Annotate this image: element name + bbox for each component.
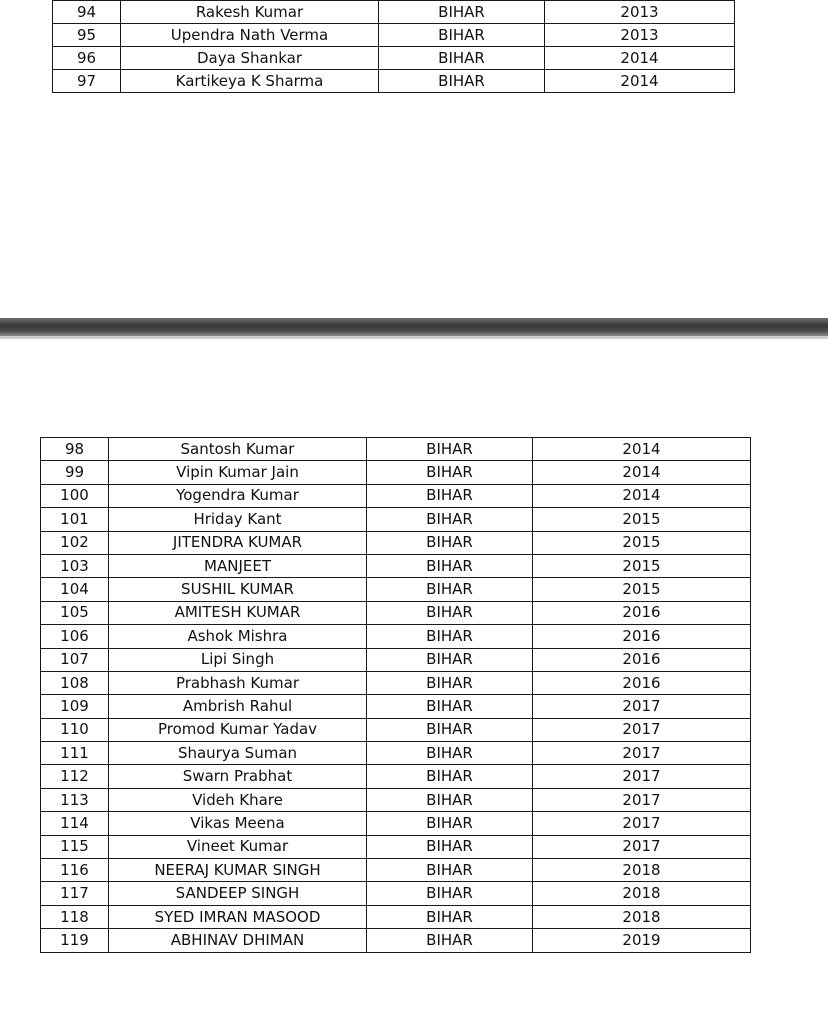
serial-number-cell: 110 (41, 718, 109, 741)
table-body-bottom (41, 438, 751, 953)
officer-name-cell: Hriday Kant (109, 508, 367, 531)
serial-number-cell: 99 (41, 461, 109, 484)
officer-table-bottom (40, 437, 751, 953)
page-separator (0, 318, 828, 336)
year-cell: 2014 (533, 438, 751, 461)
officer-name-cell: SUSHIL KUMAR (109, 578, 367, 601)
officer-name-cell: MANJEET (109, 554, 367, 577)
state-cell: BIHAR (367, 671, 533, 694)
year-cell: 2017 (533, 742, 751, 765)
year-cell: 2016 (533, 625, 751, 648)
table-row (41, 531, 751, 554)
serial-number-cell: 118 (41, 905, 109, 928)
year-cell: 2016 (533, 671, 751, 694)
state-cell: BIHAR (367, 859, 533, 882)
officer-name-cell: SANDEEP SINGH (109, 882, 367, 905)
state-cell: BIHAR (367, 625, 533, 648)
officer-name-cell: JITENDRA KUMAR (109, 531, 367, 554)
table-row (53, 1, 735, 24)
table-row (53, 24, 735, 47)
year-cell: 2019 (533, 929, 751, 952)
serial-number-cell: 105 (41, 601, 109, 624)
officer-name-cell: ABHINAV DHIMAN (109, 929, 367, 952)
serial-number-cell: 100 (41, 484, 109, 507)
serial-number-cell: 94 (53, 1, 121, 24)
table-row (41, 648, 751, 671)
year-cell: 2017 (533, 788, 751, 811)
page-separator-shadow (0, 336, 828, 339)
table-row (41, 859, 751, 882)
year-cell: 2017 (533, 765, 751, 788)
year-cell: 2014 (533, 484, 751, 507)
table-row (41, 601, 751, 624)
serial-number-cell: 108 (41, 671, 109, 694)
state-cell: BIHAR (367, 765, 533, 788)
state-cell: BIHAR (367, 882, 533, 905)
officer-table-top (52, 0, 735, 93)
table-row (53, 47, 735, 70)
table-row (41, 508, 751, 531)
serial-number-cell: 102 (41, 531, 109, 554)
state-cell: BIHAR (367, 484, 533, 507)
table-row (41, 882, 751, 905)
officer-name-cell: Videh Khare (109, 788, 367, 811)
serial-number-cell: 116 (41, 859, 109, 882)
table-row (41, 695, 751, 718)
state-cell: BIHAR (367, 742, 533, 765)
year-cell: 2017 (533, 835, 751, 858)
state-cell: BIHAR (367, 554, 533, 577)
table-row (41, 578, 751, 601)
year-cell: 2017 (533, 812, 751, 835)
state-cell: BIHAR (367, 578, 533, 601)
state-cell: BIHAR (367, 835, 533, 858)
year-cell: 2013 (545, 24, 735, 47)
officer-name-cell: Daya Shankar (121, 47, 379, 70)
serial-number-cell: 95 (53, 24, 121, 47)
state-cell: BIHAR (367, 601, 533, 624)
year-cell: 2018 (533, 882, 751, 905)
officer-name-cell: Promod Kumar Yadav (109, 718, 367, 741)
state-cell: BIHAR (367, 461, 533, 484)
officer-name-cell: Prabhash Kumar (109, 671, 367, 694)
serial-number-cell: 96 (53, 47, 121, 70)
table-row (41, 788, 751, 811)
serial-number-cell: 113 (41, 788, 109, 811)
year-cell: 2014 (545, 47, 735, 70)
state-cell: BIHAR (379, 47, 545, 70)
serial-number-cell: 103 (41, 554, 109, 577)
table-row (41, 812, 751, 835)
table-row (41, 625, 751, 648)
officer-name-cell: Rakesh Kumar (121, 1, 379, 24)
serial-number-cell: 98 (41, 438, 109, 461)
officer-name-cell: Ambrish Rahul (109, 695, 367, 718)
serial-number-cell: 109 (41, 695, 109, 718)
serial-number-cell: 114 (41, 812, 109, 835)
officer-name-cell: Swarn Prabhat (109, 765, 367, 788)
officer-name-cell: NEERAJ KUMAR SINGH (109, 859, 367, 882)
officer-name-cell: Vikas Meena (109, 812, 367, 835)
table-body-top (53, 1, 735, 93)
year-cell: 2018 (533, 859, 751, 882)
serial-number-cell: 111 (41, 742, 109, 765)
state-cell: BIHAR (367, 788, 533, 811)
serial-number-cell: 107 (41, 648, 109, 671)
table-row (41, 484, 751, 507)
state-cell: BIHAR (379, 1, 545, 24)
table-row (41, 742, 751, 765)
year-cell: 2016 (533, 648, 751, 671)
year-cell: 2013 (545, 1, 735, 24)
year-cell: 2015 (533, 508, 751, 531)
year-cell: 2015 (533, 578, 751, 601)
year-cell: 2016 (533, 601, 751, 624)
state-cell: BIHAR (367, 718, 533, 741)
table-row (41, 835, 751, 858)
table-row (41, 461, 751, 484)
officer-name-cell: SYED IMRAN MASOOD (109, 905, 367, 928)
state-cell: BIHAR (367, 508, 533, 531)
table-row (41, 718, 751, 741)
state-cell: BIHAR (367, 695, 533, 718)
year-cell: 2015 (533, 531, 751, 554)
table-row (53, 70, 735, 93)
table-row (41, 554, 751, 577)
officer-name-cell: Upendra Nath Verma (121, 24, 379, 47)
officer-name-cell: Shaurya Suman (109, 742, 367, 765)
state-cell: BIHAR (367, 812, 533, 835)
state-cell: BIHAR (367, 929, 533, 952)
year-cell: 2014 (545, 70, 735, 93)
year-cell: 2018 (533, 905, 751, 928)
table-row (41, 438, 751, 461)
officer-name-cell: Ashok Mishra (109, 625, 367, 648)
year-cell: 2014 (533, 461, 751, 484)
table-row (41, 905, 751, 928)
state-cell: BIHAR (379, 70, 545, 93)
officer-name-cell: Vineet Kumar (109, 835, 367, 858)
serial-number-cell: 115 (41, 835, 109, 858)
serial-number-cell: 104 (41, 578, 109, 601)
state-cell: BIHAR (367, 648, 533, 671)
serial-number-cell: 119 (41, 929, 109, 952)
serial-number-cell: 101 (41, 508, 109, 531)
serial-number-cell: 112 (41, 765, 109, 788)
officer-name-cell: Lipi Singh (109, 648, 367, 671)
state-cell: BIHAR (367, 905, 533, 928)
state-cell: BIHAR (367, 438, 533, 461)
state-cell: BIHAR (367, 531, 533, 554)
officer-name-cell: Vipin Kumar Jain (109, 461, 367, 484)
officer-name-cell: Santosh Kumar (109, 438, 367, 461)
officer-name-cell: AMITESH KUMAR (109, 601, 367, 624)
table-row (41, 765, 751, 788)
year-cell: 2017 (533, 718, 751, 741)
serial-number-cell: 97 (53, 70, 121, 93)
year-cell: 2015 (533, 554, 751, 577)
table-row (41, 671, 751, 694)
table-row (41, 929, 751, 952)
state-cell: BIHAR (379, 24, 545, 47)
officer-name-cell: Kartikeya K Sharma (121, 70, 379, 93)
year-cell: 2017 (533, 695, 751, 718)
serial-number-cell: 106 (41, 625, 109, 648)
serial-number-cell: 117 (41, 882, 109, 905)
officer-name-cell: Yogendra Kumar (109, 484, 367, 507)
